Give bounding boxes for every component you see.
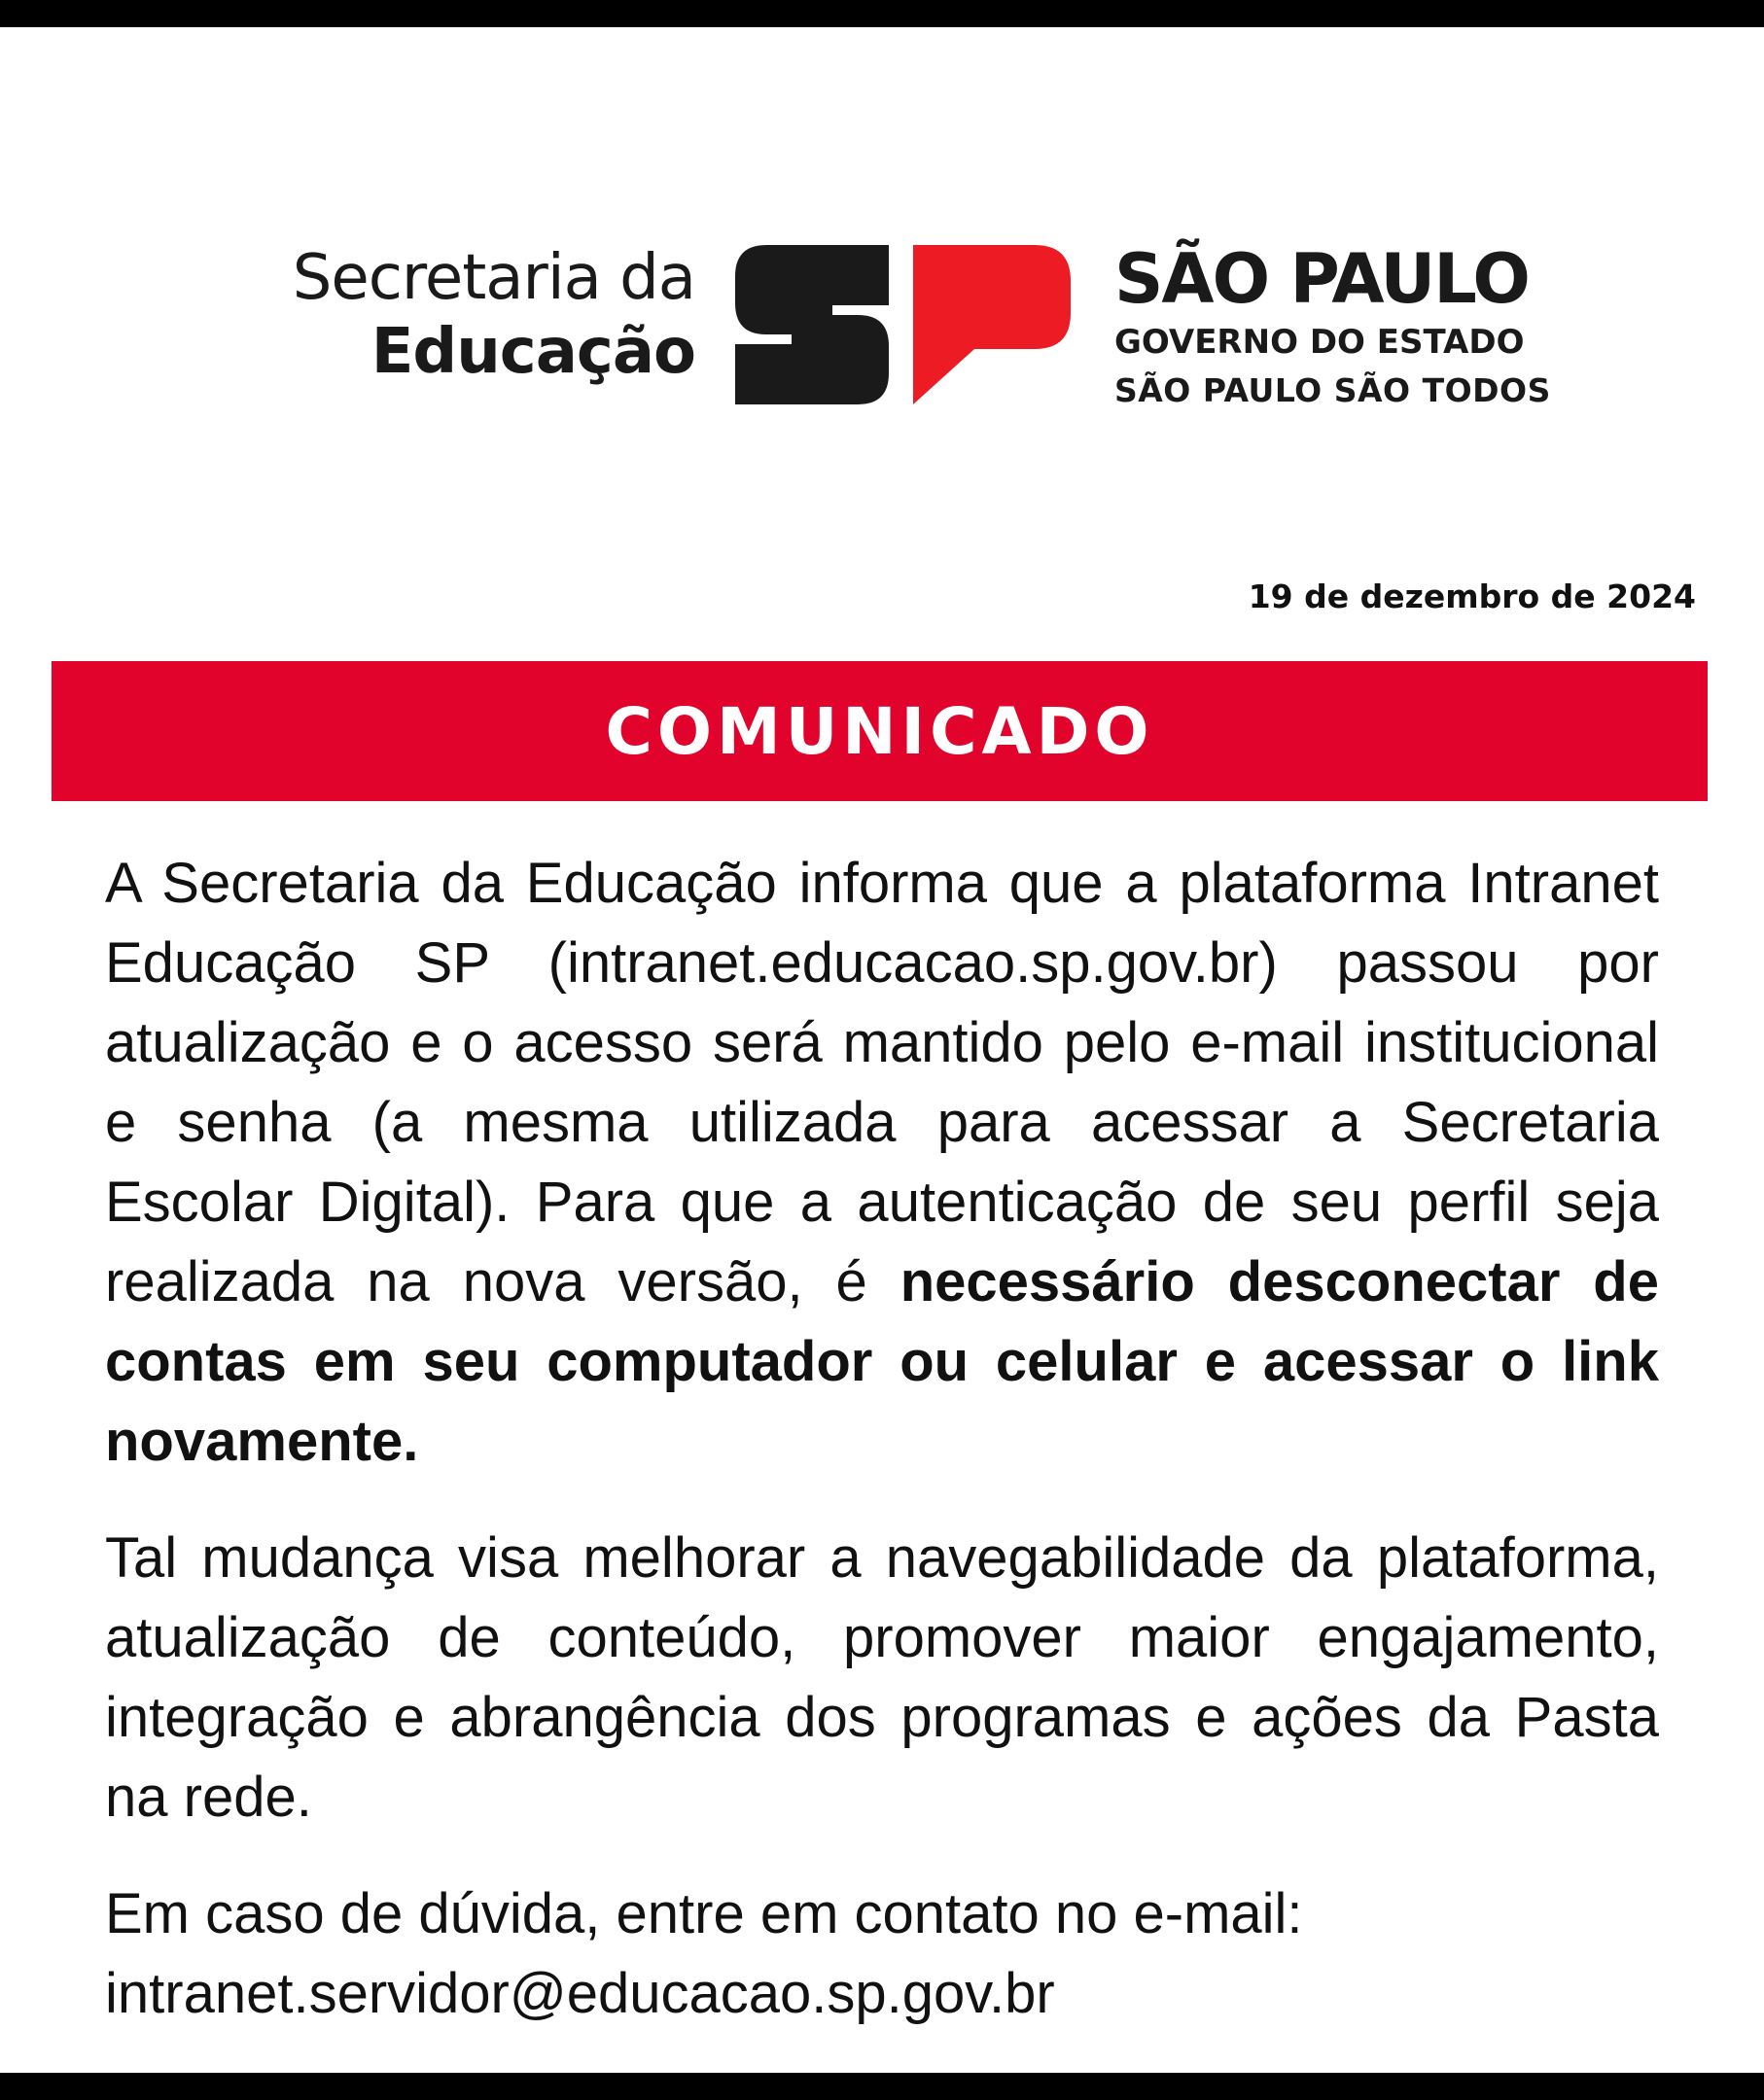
- sp-logo-p-shape: [913, 245, 1071, 404]
- governo-sao-paulo-logo: [1114, 241, 1581, 414]
- state-government: GOVERNO DO ESTADO: [1114, 323, 1525, 362]
- comunicado-banner: [52, 661, 1708, 801]
- secretaria-educacao-logo: [190, 241, 695, 389]
- paragraph-2: Tal mudança visa melhorar a navegabilidade da plataforma, atualização de conteúdo, promover maior engajamento, integração e abrangência dos programas e ações da Pasta na rede.: [105, 1526, 1659, 1829]
- paragraph-3-text: Em caso de dúvida, entre em contato no e-mail:: [105, 1882, 1303, 1945]
- banner-title: COMUNICADO: [605, 693, 1154, 769]
- sp-logo-icon: [735, 245, 1071, 404]
- state-name: SÃO PAULO: [1114, 239, 1529, 319]
- paragraph-1-text: A Secretaria da Educação informa que a plataforma Intranet Educação SP (intranet.educacao.sp.gov.br) passou por atualização e o acesso será mantido pelo e-mail institucional e senha (a mesma utilizada para acessar a Secretaria Escolar Digital). Para que a autenticação de seu perfil seja realizada na nova versão, é: [105, 852, 1659, 1313]
- paragraph-1-bold: necessário desconectar de contas em seu computador ou celular e acessar o link novamente.: [105, 1250, 1659, 1473]
- contact-email: intranet.servidor@educacao.sp.gov.br: [105, 1962, 1055, 2025]
- state-slogan: SÃO PAULO SÃO TODOS: [1114, 371, 1551, 409]
- paragraph-1: [105, 844, 1659, 1482]
- document-body: [105, 844, 1659, 2071]
- sp-logo-s-shape: [735, 245, 889, 404]
- paragraph-3: [105, 1874, 1659, 2034]
- top-border: [0, 0, 1764, 27]
- secretaria-logo-line2: Educação: [370, 316, 695, 388]
- bottom-border: [0, 2073, 1764, 2100]
- secretaria-logo-line1: Secretaria da: [292, 242, 695, 314]
- document-date: 19 de dezembro de 2024: [1248, 578, 1696, 615]
